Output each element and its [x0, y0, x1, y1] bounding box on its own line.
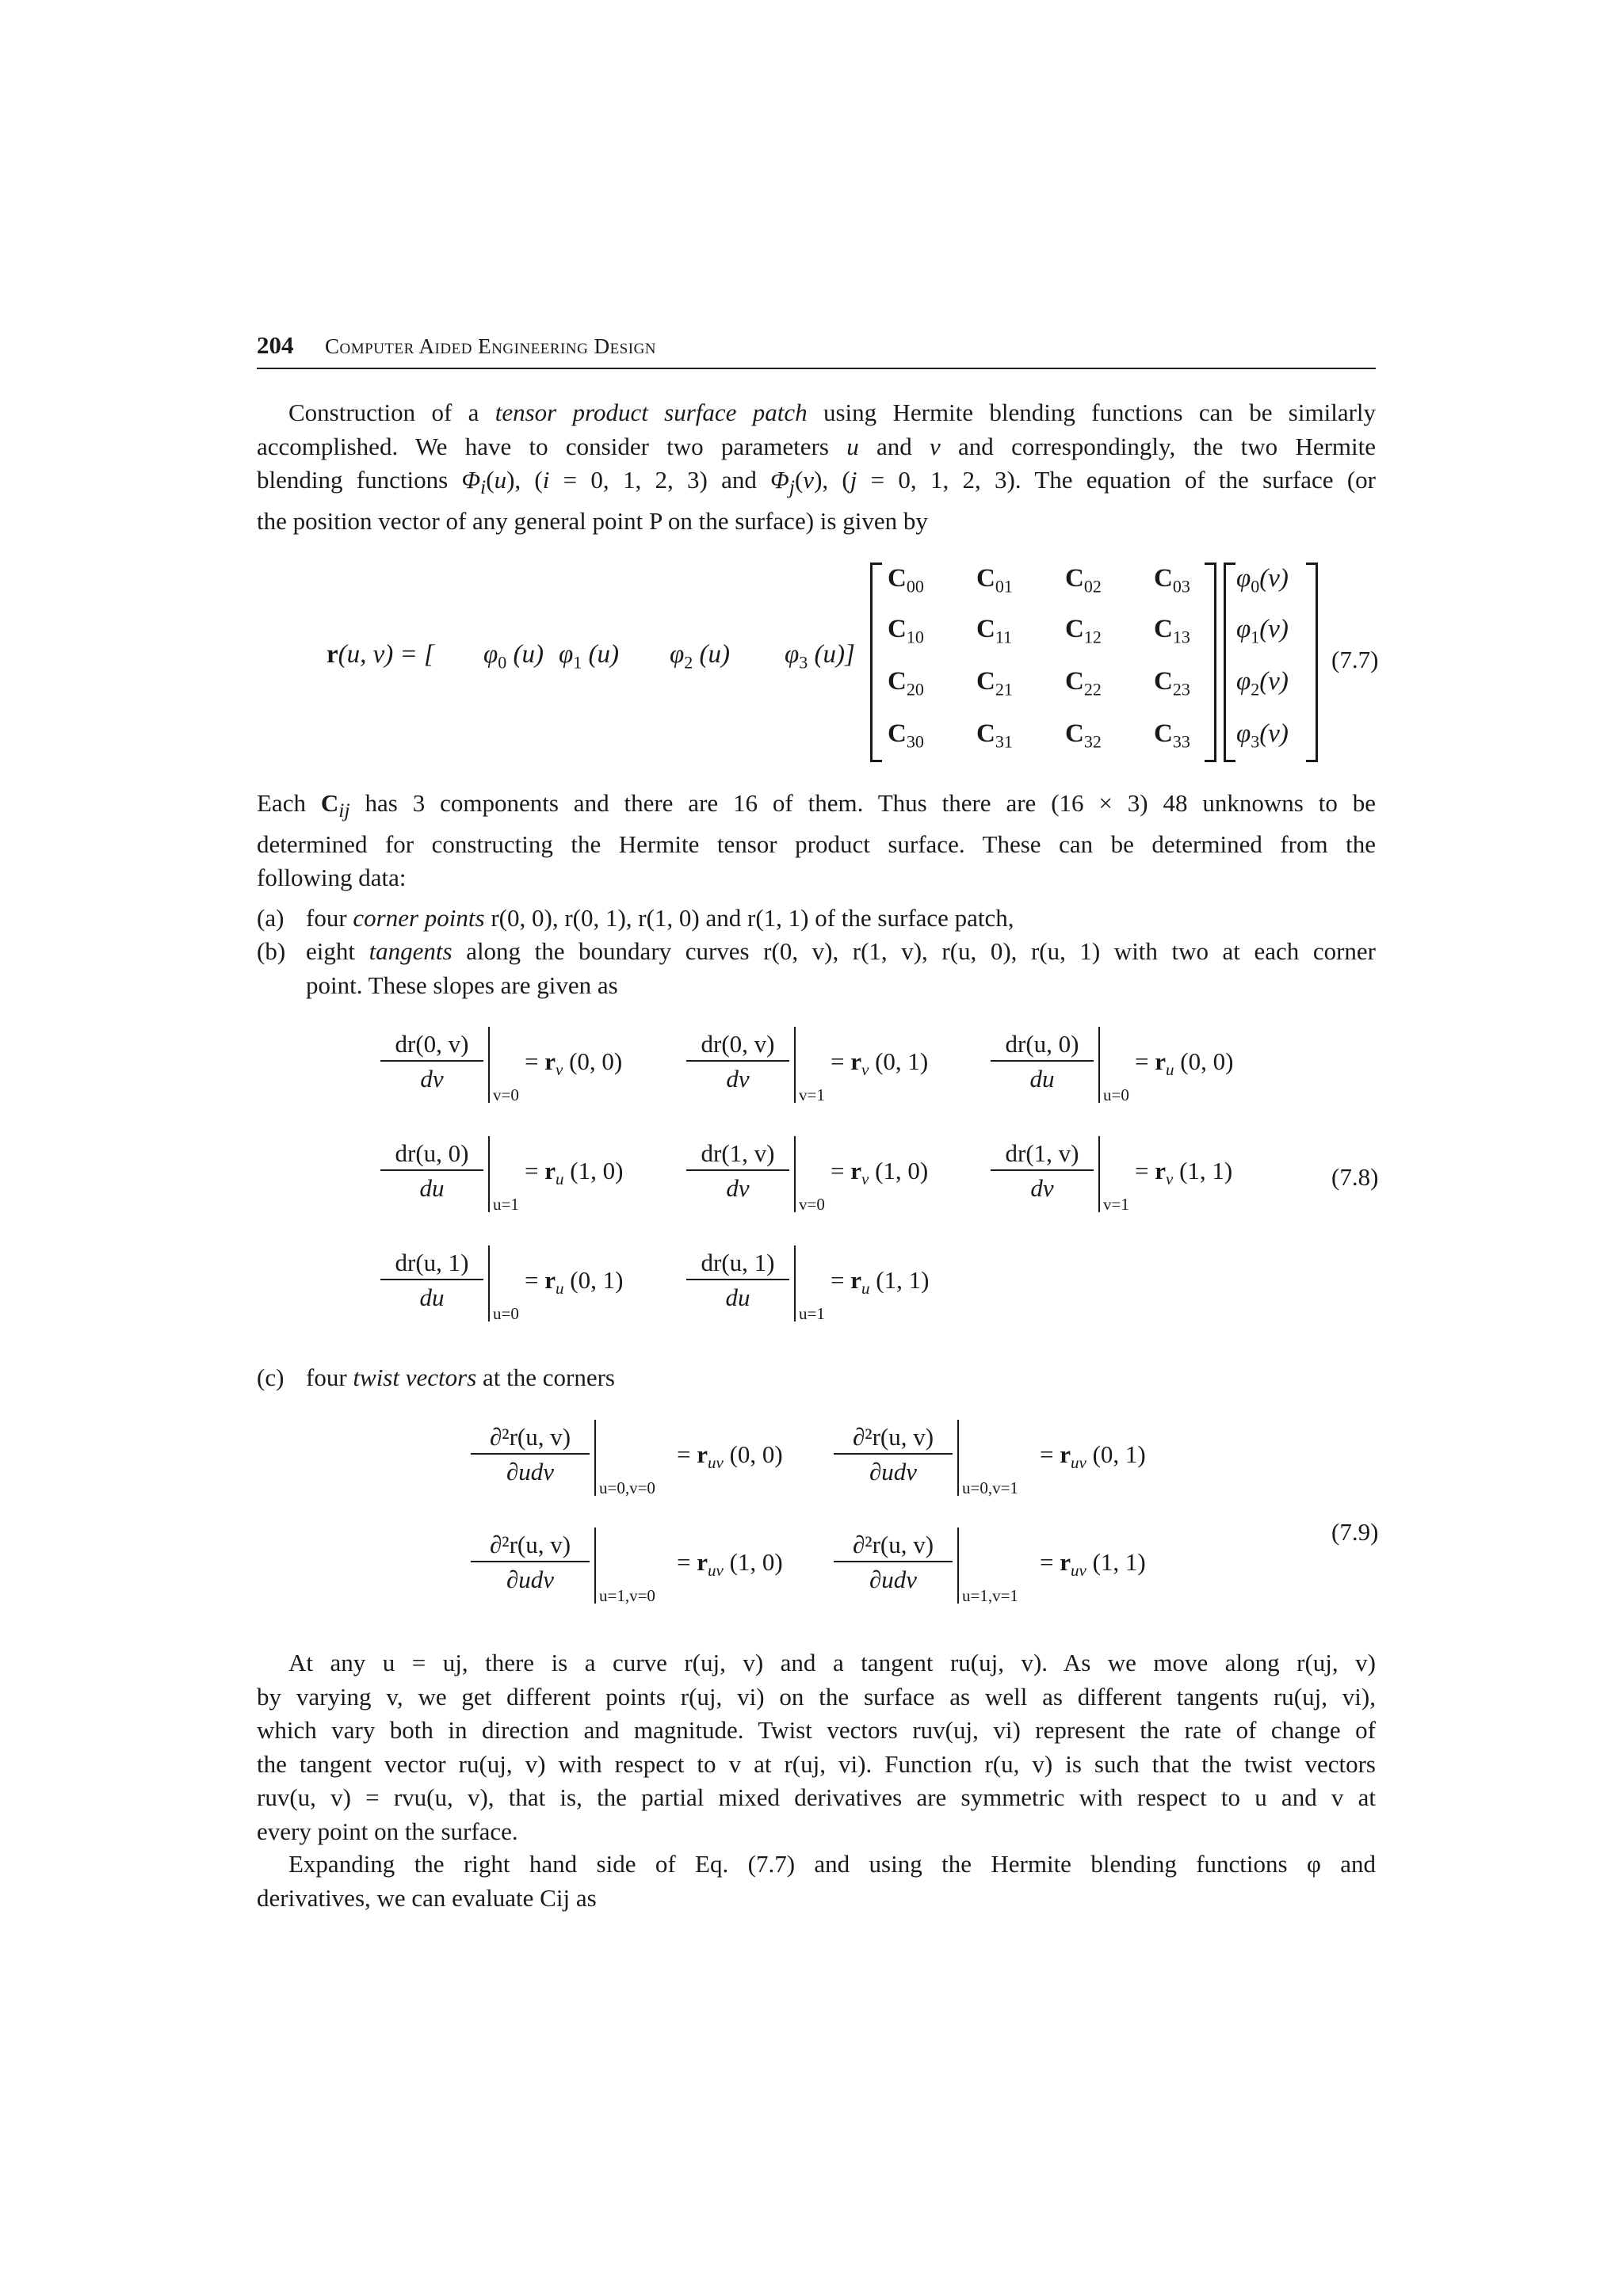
- text-line: point. These slopes are given as: [306, 971, 618, 999]
- matrix-entry: $C_{03}$: [1154, 564, 1190, 597]
- list-marker: (c): [257, 1363, 285, 1391]
- evaluation-bar: [794, 1027, 796, 1103]
- fraction-denominator: dv: [1030, 1174, 1054, 1202]
- derivative-fraction: [380, 1249, 483, 1312]
- evaluation-point: u=1: [493, 1195, 519, 1214]
- matrix-entry: $C_{31}$: [976, 719, 1013, 752]
- row-vector-entry: $\varphi_2$ (u): [670, 640, 730, 673]
- fraction-denominator: dv: [726, 1065, 750, 1093]
- fraction-numerator: ∂²r(u, v): [471, 1423, 590, 1455]
- fraction-numerator: dr(u, 1): [380, 1249, 483, 1280]
- equation-number-7-9: (7.9): [1331, 1518, 1379, 1546]
- evaluation-point: u=0,v=0: [599, 1478, 655, 1497]
- text-line: Construction of a tensor product surface patch using Hermite blending functions can be similarly: [288, 399, 1377, 426]
- derivative-value: = $r_v$ (0, 0): [525, 1047, 623, 1080]
- matrix-entry: $C_{21}$: [976, 667, 1013, 700]
- fraction-denominator: ∂udv: [869, 1458, 918, 1486]
- matrix-entry: $C_{33}$: [1154, 719, 1190, 752]
- matrix-entry: $C_{22}$: [1065, 667, 1102, 700]
- fraction-numerator: dr(u, 0): [991, 1030, 1094, 1062]
- text-line: the tangent vector ru(uj, v) with respect to v at r(uj, vi). Function r(u, v) is such that the twist vectors: [257, 1749, 1376, 1778]
- fraction-denominator: du: [1029, 1065, 1055, 1093]
- evaluation-bar: [488, 1245, 490, 1322]
- evaluation-point: v=1: [1103, 1195, 1129, 1214]
- intro-paragraph: [257, 396, 1376, 538]
- equation-7-7-lhs: r(u, v) = [: [327, 640, 434, 669]
- fraction-denominator: du: [725, 1283, 750, 1311]
- evaluation-bar: [794, 1245, 796, 1322]
- evaluation-point: u=1,v=0: [599, 1586, 655, 1605]
- matrix-entry: $C_{00}$: [888, 564, 924, 597]
- fraction-numerator: dr(1, v): [991, 1139, 1094, 1171]
- row-vector-entry: $\varphi_1$ (u): [559, 640, 619, 673]
- derivative-fraction: [471, 1531, 590, 1594]
- evaluation-bar: [794, 1136, 796, 1212]
- evaluation-point: u=1,v=1: [962, 1586, 1018, 1605]
- evaluation-point: v=0: [493, 1085, 519, 1104]
- evaluation-bar: [488, 1027, 490, 1103]
- text-line: by varying v, we get different points r(uj, vi) on the surface as well as different tangents ru(uj, vi),: [257, 1682, 1376, 1711]
- fraction-denominator: du: [419, 1174, 445, 1202]
- fraction-numerator: ∂²r(u, v): [834, 1423, 953, 1455]
- evaluation-bar: [488, 1136, 490, 1212]
- list-marker: (a): [257, 904, 285, 932]
- evaluation-bar: [594, 1527, 596, 1604]
- matrix-entry: $C_{30}$: [888, 719, 924, 752]
- evaluation-point: u=1: [799, 1304, 825, 1323]
- running-title: Computer Aided Engineering Design: [325, 334, 657, 358]
- evaluation-bar: [1098, 1027, 1100, 1103]
- matrix-right-bracket: [1205, 563, 1216, 762]
- text-line: four twist vectors at the corners: [306, 1363, 615, 1391]
- evaluation-point: v=0: [799, 1195, 825, 1214]
- derivative-fraction: [991, 1139, 1094, 1203]
- derivative-value: = $r_{uv}$ (1, 1): [1040, 1548, 1146, 1581]
- page-number: 204: [257, 331, 294, 359]
- derivative-fraction: [686, 1030, 789, 1093]
- fraction-denominator: ∂udv: [506, 1458, 555, 1486]
- text-line: Each $C_{ij}$ has 3 components and there are 16 of them. Thus there are (16 × 3) 48 unknowns to be: [257, 789, 1376, 822]
- derivative-fraction: [834, 1423, 953, 1486]
- unknowns-paragraph: [257, 787, 1376, 895]
- evaluation-point: u=0,v=1: [962, 1478, 1018, 1497]
- text-line: four corner points r(0, 0), r(0, 1), r(1, 0) and r(1, 1) of the surface patch,: [306, 904, 1014, 932]
- column-vector-entry: $\varphi_2(v)$: [1236, 667, 1289, 700]
- vector-right-bracket: [1306, 563, 1318, 762]
- text-line: ruv(u, v) = rvu(u, v), that is, the partial mixed derivatives are symmetric with respect to u and v at: [257, 1783, 1376, 1811]
- twist-paragraph: [257, 1646, 1376, 1848]
- derivative-value: = $r_u$ (1, 0): [525, 1157, 624, 1189]
- vector-left-bracket: [1224, 563, 1235, 762]
- text-line: determined for constructing the Hermite tensor product surface. These can be determined from the: [257, 830, 1376, 858]
- derivative-value: = $r_v$ (1, 0): [831, 1157, 929, 1189]
- derivative-fraction: [380, 1030, 483, 1093]
- derivative-value: = $r_{uv}$ (0, 1): [1040, 1440, 1146, 1473]
- text-line: following data:: [257, 864, 407, 892]
- fraction-numerator: ∂²r(u, v): [834, 1531, 953, 1562]
- text-line: derivatives, we can evaluate Cij as: [257, 1883, 597, 1912]
- page-header: [257, 331, 1376, 369]
- evaluation-point: u=0: [1103, 1085, 1129, 1104]
- evaluation-bar: [957, 1527, 959, 1604]
- matrix-entry: $C_{20}$: [888, 667, 924, 700]
- derivative-value: = $r_u$ (0, 0): [1135, 1047, 1234, 1080]
- equation-number-7-7: (7.7): [1331, 646, 1379, 673]
- evaluation-bar: [594, 1420, 596, 1496]
- list-marker: (b): [257, 937, 286, 965]
- fraction-numerator: dr(0, v): [686, 1030, 789, 1062]
- derivative-value: = $r_{uv}$ (1, 0): [677, 1548, 783, 1581]
- derivative-value: = $r_u$ (1, 1): [831, 1266, 930, 1299]
- fraction-numerator: dr(u, 0): [380, 1139, 483, 1171]
- text-line: accomplished. We have to consider two parameters u and v and correspondingly, the two Hermite: [257, 432, 1377, 460]
- expanding-paragraph: [257, 1848, 1376, 1915]
- row-vector-entry: $\varphi_0$ (u): [483, 640, 544, 673]
- evaluation-bar: [957, 1420, 959, 1496]
- text-line: every point on the surface.: [257, 1817, 518, 1845]
- derivative-value: = $r_v$ (0, 1): [831, 1047, 929, 1080]
- derivative-value: = $r_u$ (0, 1): [525, 1266, 624, 1299]
- matrix-entry: $C_{12}$: [1065, 615, 1102, 647]
- text-line: blending functions $\Phi_i(u)$, (i = 0, 1, 2, 3) and $\Phi_j(v)$, (j = 0, 1, 2, 3). The equation of the surface (or: [257, 466, 1376, 499]
- column-vector-entry: $\varphi_1(v)$: [1236, 615, 1289, 647]
- evaluation-point: u=0: [493, 1304, 519, 1323]
- column-vector-entry: $\varphi_0(v)$: [1236, 564, 1289, 597]
- fraction-denominator: du: [419, 1283, 445, 1311]
- text-line: At any u = uj, there is a curve r(uj, v) and a tangent ru(uj, v). As we move along r(uj, v): [288, 1649, 1376, 1676]
- matrix-entry: $C_{13}$: [1154, 615, 1190, 647]
- equation-number-7-8: (7.8): [1331, 1163, 1379, 1191]
- matrix-entry: $C_{23}$: [1154, 667, 1190, 700]
- column-vector-entry: $\varphi_3(v)$: [1236, 719, 1289, 752]
- derivative-fraction: [380, 1139, 483, 1203]
- evaluation-point: v=1: [799, 1085, 825, 1104]
- row-vector-entry: $\varphi_3$ (u)]: [785, 640, 855, 673]
- matrix-entry: $C_{10}$: [888, 615, 924, 647]
- fraction-numerator: dr(u, 1): [686, 1249, 789, 1280]
- fraction-denominator: ∂udv: [869, 1566, 918, 1593]
- matrix-entry: $C_{02}$: [1065, 564, 1102, 597]
- fraction-numerator: dr(1, v): [686, 1139, 789, 1171]
- matrix-entry: $C_{32}$: [1065, 719, 1102, 752]
- text-line: which vary both in direction and magnitude. Twist vectors ruv(uj, vi) represent the rate of change of: [257, 1716, 1376, 1744]
- matrix-entry: $C_{01}$: [976, 564, 1013, 597]
- fraction-numerator: ∂²r(u, v): [471, 1531, 590, 1562]
- matrix-entry: $C_{11}$: [976, 615, 1013, 647]
- fraction-denominator: ∂udv: [506, 1566, 555, 1593]
- derivative-value: = $r_v$ (1, 1): [1135, 1157, 1233, 1189]
- fraction-numerator: dr(0, v): [380, 1030, 483, 1062]
- text-line: Expanding the right hand side of Eq. (7.7) and using the Hermite blending functions φ and: [288, 1850, 1376, 1878]
- fraction-denominator: dv: [420, 1065, 444, 1093]
- derivative-value: = $r_{uv}$ (0, 0): [677, 1440, 783, 1473]
- matrix-left-bracket: [870, 563, 882, 762]
- fraction-denominator: dv: [726, 1174, 750, 1202]
- evaluation-bar: [1098, 1136, 1100, 1212]
- derivative-fraction: [991, 1030, 1094, 1093]
- text-line: eight tangents along the boundary curves r(0, v), r(1, v), r(u, 0), r(u, 1) with two at each corner: [306, 937, 1376, 965]
- derivative-fraction: [471, 1423, 590, 1486]
- derivative-fraction: [686, 1139, 789, 1203]
- derivative-fraction: [834, 1531, 953, 1594]
- derivative-fraction: [686, 1249, 789, 1312]
- text-line: the position vector of any general point P on the surface) is given by: [257, 506, 928, 535]
